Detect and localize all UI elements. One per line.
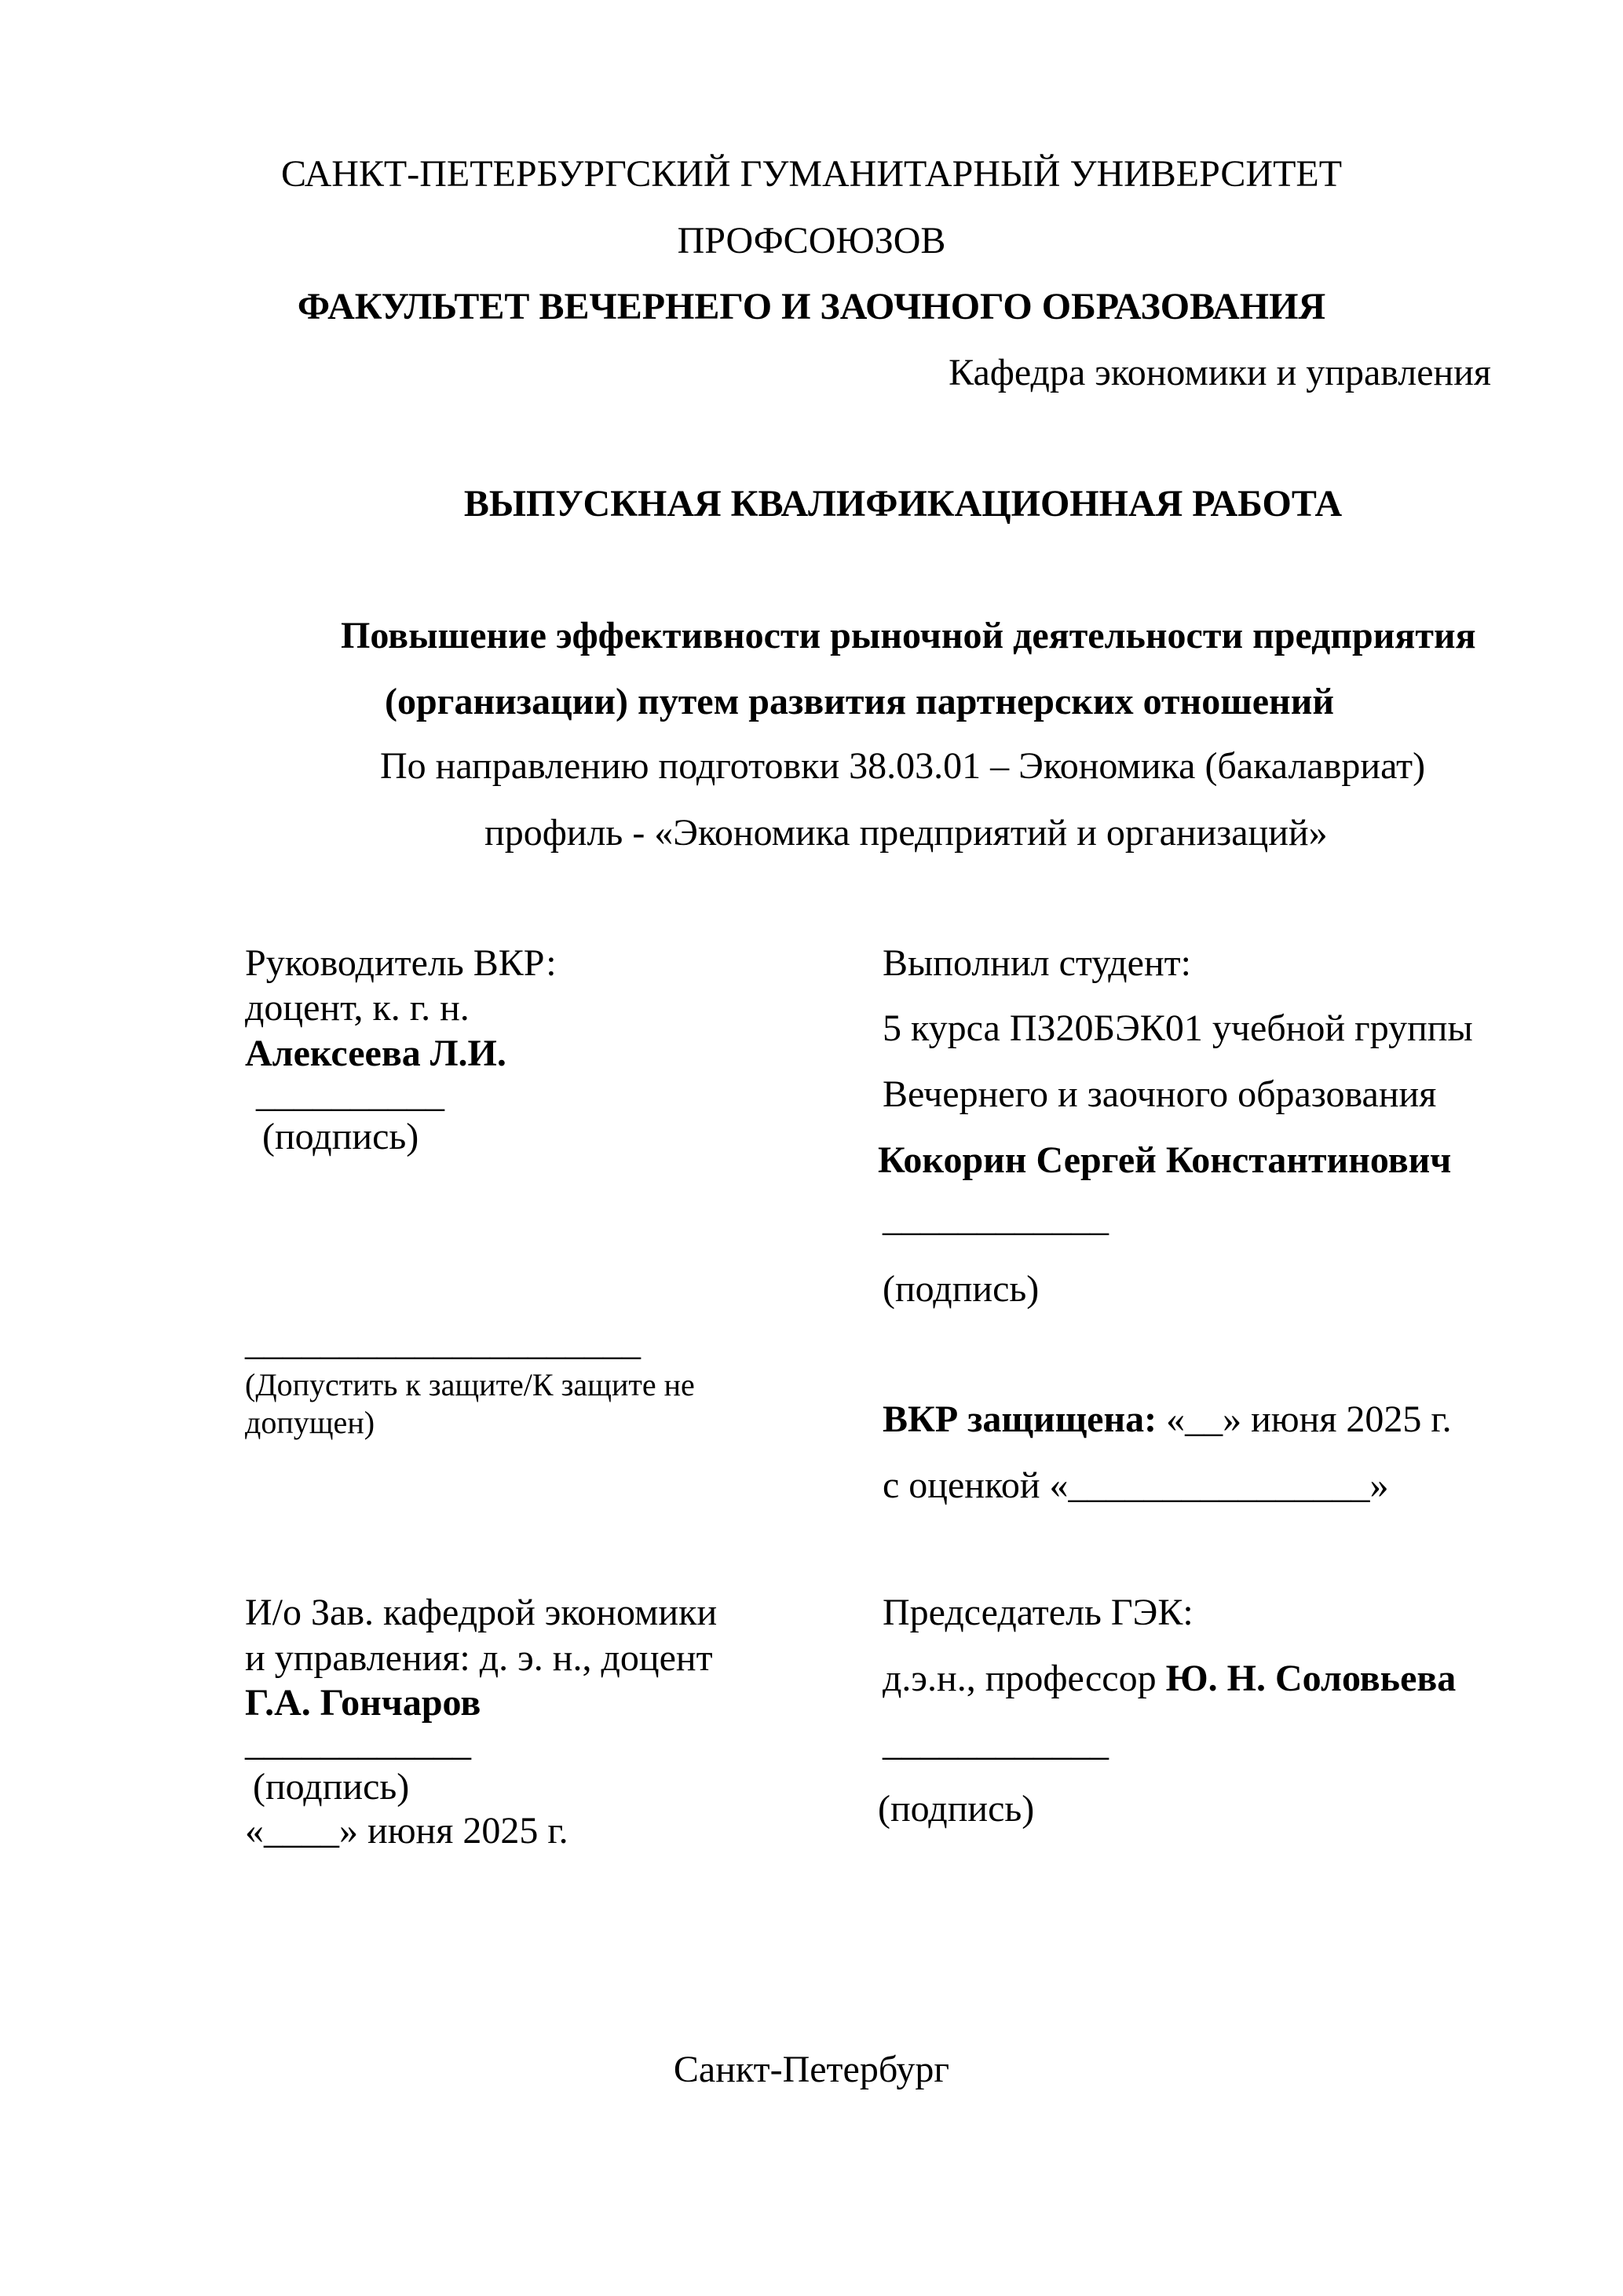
- supervisor-position: доцент, к. г. н.: [245, 987, 470, 1029]
- chairman-position: д.э.н., профессор: [883, 1658, 1157, 1699]
- admission-text-line1: (Допустить к защите/К защите не: [245, 1367, 695, 1402]
- supervisor-name: Алексеева Л.И.: [245, 1033, 506, 1074]
- university-name-line1: САНКТ-ПЕТЕРБУРГСКИЙ ГУМАНИТАРНЫЙ УНИВЕРСИТЕТ: [280, 153, 1343, 195]
- head-date: «____» июня 2025 г.: [245, 1810, 568, 1852]
- student-course-group: 5 курса ПЗ20БЭК01 учебной группы: [883, 1007, 1473, 1049]
- work-title-line2: (организации) путем развития партнерских отношений: [385, 681, 1334, 722]
- chairman-line: [883, 1660, 1456, 1698]
- supervisor-label: Руководитель ВКР:: [245, 942, 557, 984]
- direction-of-study: По направлению подготовки 38.03.01 – Экономика (бакалавриат): [380, 745, 1426, 787]
- faculty-name: ФАКУЛЬТЕТ ВЕЧЕРНЕГО И ЗАОЧНОГО ОБРАЗОВАНИЯ: [297, 286, 1326, 327]
- chairman-name: Ю. Н. Соловьева: [1165, 1658, 1457, 1699]
- student-signature-label: (подпись): [883, 1268, 1040, 1310]
- chairman-signature-line: ____________: [883, 1722, 1109, 1764]
- head-name: Г.А. Гончаров: [245, 1682, 481, 1724]
- defense-label: ВКР защищена:: [883, 1398, 1157, 1440]
- supervisor-signature-label: (подпись): [262, 1116, 419, 1157]
- department-name: Кафедра экономики и управления: [949, 352, 1491, 393]
- chairman-label: Председатель ГЭК:: [883, 1592, 1193, 1633]
- work-type: ВЫПУСКНАЯ КВАЛИФИКАЦИОННАЯ РАБОТА: [463, 483, 1343, 525]
- defense-line: [883, 1398, 1452, 1440]
- student-label: Выполнил студент:: [883, 942, 1191, 984]
- supervisor-signature-line: __________: [256, 1073, 444, 1115]
- student-name: Кокорин Сергей Константинович: [878, 1139, 1452, 1181]
- head-signature-label: (подпись): [253, 1766, 410, 1808]
- student-signature-line: ____________: [883, 1197, 1109, 1239]
- head-signature-line: ____________: [245, 1722, 471, 1764]
- admission-signature-line: _____________________: [245, 1322, 641, 1363]
- chairman-signature-label: (подпись): [878, 1788, 1035, 1830]
- head-title-line1: И/о Зав. кафедрой экономики: [245, 1592, 718, 1633]
- city: Санкт-Петербург: [673, 2049, 950, 2090]
- defense-grade: с оценкой «________________»: [883, 1464, 1389, 1506]
- admission-text-line2: допущен): [245, 1405, 375, 1440]
- head-title-line2: и управления: д. э. н., доцент: [245, 1637, 713, 1679]
- university-name-line2: ПРОФСОЮЗОВ: [677, 220, 946, 261]
- work-title-line1: Повышение эффективности рыночной деятельности предприятия: [341, 615, 1476, 656]
- defense-date: «__» июня 2025 г.: [1166, 1398, 1452, 1440]
- student-faculty: Вечернего и заочного образования: [883, 1073, 1437, 1115]
- study-profile: профиль - «Экономика предприятий и организаций»: [484, 812, 1328, 854]
